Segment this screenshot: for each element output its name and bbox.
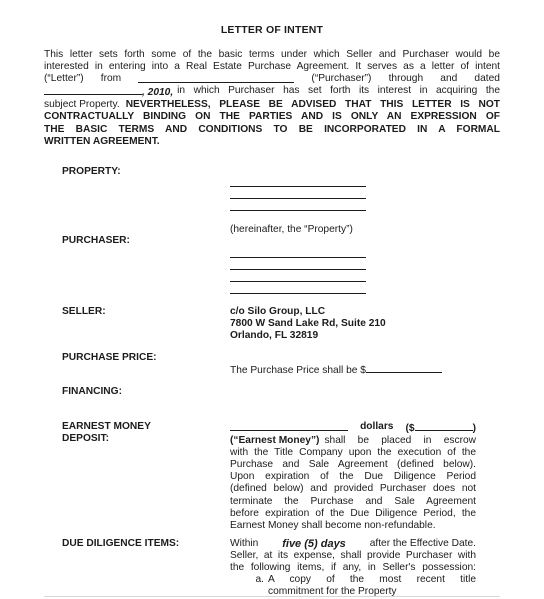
year-text: , 2010,	[142, 87, 174, 99]
earnest-text: with the Title Company upon the execution of the	[230, 447, 476, 459]
intro-word: and	[440, 73, 458, 85]
paren-close: )	[472, 423, 476, 434]
earnest-line	[230, 435, 476, 447]
blank-line	[138, 73, 294, 83]
due-diligence-days: five (5) days	[282, 538, 346, 550]
seller-address-line: 7800 W Sand Lake Rd, Suite 210	[230, 318, 386, 330]
earnest-text: Upon expiration of the Due Diligence Period	[230, 471, 476, 483]
list-marker: a.	[255, 574, 264, 586]
purchaser-blank-line	[230, 293, 366, 294]
intro-line: interested in entering into a Real Estate Purchase Agreement. It serves as a letter of intent	[44, 61, 500, 73]
purchaser-label: PURCHASER:	[62, 235, 130, 246]
intro-text: subject Property.	[44, 99, 120, 111]
blank-line	[230, 421, 348, 431]
dollars-text: dollars	[360, 421, 394, 432]
disclaimer-text: THE BASIC TERMS AND CONDITIONS TO BE INCORPORATED IN A FORMAL	[44, 123, 500, 135]
seller-label: SELLER:	[62, 306, 106, 317]
blank-line	[415, 421, 473, 431]
earnest-text: terminate the Purchase and Sale Agreement	[230, 495, 476, 507]
earnest-money-term: (“Earnest Money”)	[230, 435, 320, 447]
due-diligence-text: Within	[230, 538, 259, 549]
intro-line	[44, 85, 500, 99]
earnest-money-terms	[230, 421, 476, 532]
document-title: LETTER OF INTENT	[220, 24, 324, 36]
earnest-text: shall be placed in escrow	[324, 435, 476, 447]
list-item-text: A copy of the most recent title	[268, 574, 476, 586]
intro-text: in which Purchaser has set forth its interest in acquiring the	[177, 85, 500, 97]
earnest-text: Purchase and Sale Agreement (defined below).	[230, 459, 476, 471]
due-diligence-item-a	[230, 574, 476, 598]
property-hereinafter: (hereinafter, the “Property”)	[230, 224, 353, 235]
intro-line	[44, 99, 500, 111]
due-diligence-terms	[230, 538, 476, 598]
due-diligence-line	[230, 538, 476, 550]
disclaimer-text: WRITTEN AGREEMENT.	[44, 135, 160, 147]
purchaser-term: (“Purchaser”)	[311, 73, 372, 85]
financing-label: FINANCING:	[62, 386, 122, 397]
intro-line	[44, 73, 500, 85]
due-diligence-text: after the Effective Date.	[369, 538, 476, 549]
purchase-price-text: The Purchase Price shall be $	[230, 365, 366, 376]
seller-address	[230, 306, 476, 342]
property-blank-line	[230, 198, 366, 199]
earnest-money-label-line: EARNEST MONEY	[62, 421, 151, 432]
seller-address-line: c/o Silo Group, LLC	[230, 306, 326, 317]
blank-line	[44, 85, 142, 95]
purchase-price-value	[230, 363, 476, 377]
intro-word: from	[100, 73, 122, 85]
due-diligence-text: Seller, at its expense, shall provide Purchaser with	[230, 550, 476, 562]
earnest-text: Earnest Money shall become non-refundable.	[230, 519, 436, 531]
earnest-money-label	[62, 421, 151, 445]
intro-line: This letter sets forth some of the basic terms under which Seller and Purchaser would be	[44, 49, 500, 60]
intro-word: dated	[474, 73, 500, 85]
property-blank-line	[230, 210, 366, 211]
blank-line	[366, 363, 442, 373]
intro-paragraph	[44, 49, 500, 148]
disclaimer-text: NEVERTHELESS, PLEASE BE ADVISED THAT THIS LETTER IS NOT	[125, 99, 500, 111]
earnest-money-label-line: DEPOSIT:	[62, 433, 109, 445]
due-diligence-label: DUE DILIGENCE ITEMS:	[62, 538, 180, 549]
earnest-text: before expiration of the Due Diligence Period, the	[230, 507, 476, 519]
letter-term: (“Letter”)	[44, 73, 84, 85]
earnest-text: (defined below) and provided Purchaser does not	[230, 483, 476, 495]
purchaser-blank-line	[230, 269, 366, 270]
intro-word: through	[388, 73, 424, 85]
purchase-price-label: PURCHASE PRICE:	[62, 352, 157, 363]
paren-open: ($	[405, 423, 415, 434]
disclaimer-text: CONTRACTUALLY BINDING ON THE PARTIES AND IS ONLY AN EXPRESSION OF	[44, 111, 500, 123]
purchaser-blank-line	[230, 281, 366, 282]
seller-address-line: Orlando, FL 32819	[230, 330, 319, 342]
property-label: PROPERTY:	[62, 166, 121, 177]
list-item-text: commitment for the Property	[268, 586, 397, 598]
earnest-line	[230, 421, 476, 435]
page-bottom-divider	[44, 596, 500, 597]
due-diligence-text: the following items, if any, in Seller's possession:	[230, 562, 476, 574]
purchaser-blank-line	[230, 257, 366, 258]
property-blank-line	[230, 186, 366, 187]
